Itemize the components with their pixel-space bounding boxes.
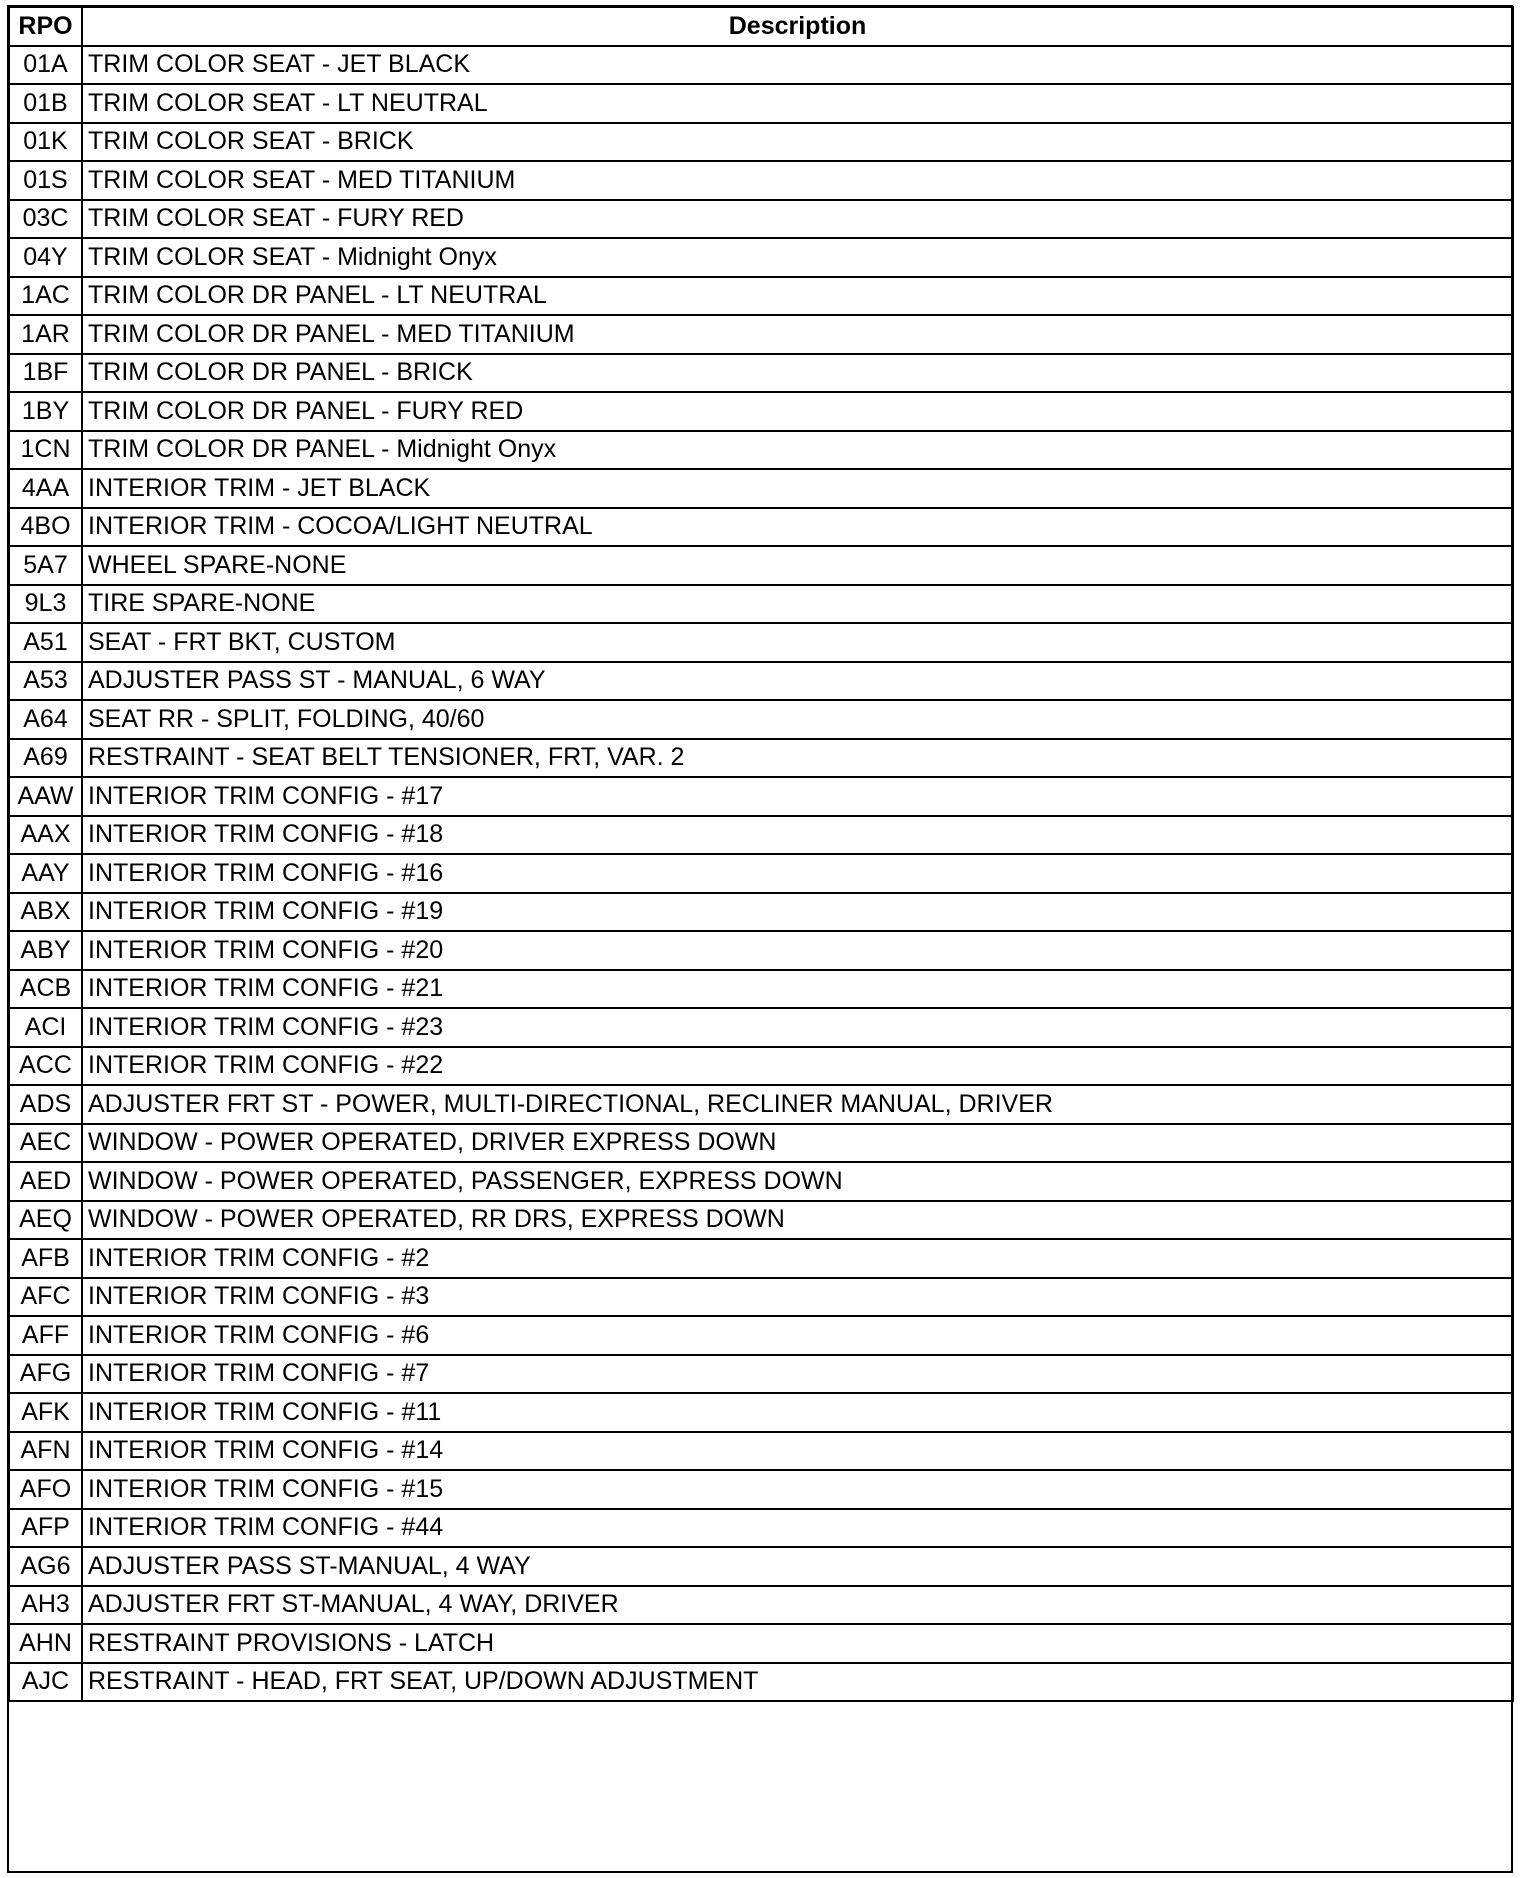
- description-cell: INTERIOR TRIM CONFIG - #44: [82, 1509, 1513, 1548]
- table-row: [9, 354, 1513, 393]
- rpo-code-cell: 01A: [9, 46, 82, 85]
- rpo-code-cell: 1AC: [9, 277, 82, 316]
- table-row: [9, 739, 1513, 778]
- rpo-code-cell: AJC: [9, 1663, 82, 1702]
- rpo-code-cell: A64: [9, 700, 82, 739]
- description-cell: INTERIOR TRIM CONFIG - #15: [82, 1470, 1513, 1509]
- rpo-code-cell: A69: [9, 739, 82, 778]
- table-header-row: [9, 7, 1513, 46]
- description-cell: TRIM COLOR DR PANEL - LT NEUTRAL: [82, 277, 1513, 316]
- table-row: [9, 662, 1513, 701]
- rpo-code-cell: AHN: [9, 1624, 82, 1663]
- rpo-code-cell: AEQ: [9, 1201, 82, 1240]
- table-row: [9, 1355, 1513, 1394]
- table-row: [9, 623, 1513, 662]
- table-row: [9, 1547, 1513, 1586]
- table-row: [9, 392, 1513, 431]
- table-row: [9, 1085, 1513, 1124]
- rpo-code-cell: 01S: [9, 161, 82, 200]
- table-row: [9, 1201, 1513, 1240]
- description-cell: INTERIOR TRIM CONFIG - #7: [82, 1355, 1513, 1394]
- description-cell: INTERIOR TRIM CONFIG - #20: [82, 931, 1513, 970]
- rpo-code-cell: AFF: [9, 1316, 82, 1355]
- description-cell: WHEEL SPARE-NONE: [82, 546, 1513, 585]
- rpo-code-cell: 9L3: [9, 585, 82, 624]
- table-row: [9, 431, 1513, 470]
- rpo-code-cell: A51: [9, 623, 82, 662]
- table-row: [9, 161, 1513, 200]
- rpo-code-cell: 01K: [9, 123, 82, 162]
- table-row: [9, 970, 1513, 1009]
- table-row: [9, 238, 1513, 277]
- table-row: [9, 1663, 1513, 1702]
- description-cell: TRIM COLOR SEAT - JET BLACK: [82, 46, 1513, 85]
- header-description: Description: [82, 7, 1513, 46]
- description-cell: ADJUSTER FRT ST - POWER, MULTI-DIRECTIONAL, RECLINER MANUAL, DRIVER: [82, 1085, 1513, 1124]
- rpo-code-cell: ACB: [9, 970, 82, 1009]
- table-row: [9, 1624, 1513, 1663]
- table-row: [9, 1239, 1513, 1278]
- rpo-code-cell: AED: [9, 1162, 82, 1201]
- table-row: [9, 1124, 1513, 1163]
- rpo-code-cell: 5A7: [9, 546, 82, 585]
- table-body: [9, 46, 1513, 1702]
- table-row: [9, 1162, 1513, 1201]
- description-cell: TRIM COLOR SEAT - MED TITANIUM: [82, 161, 1513, 200]
- description-cell: INTERIOR TRIM CONFIG - #3: [82, 1278, 1513, 1317]
- description-cell: TRIM COLOR SEAT - FURY RED: [82, 200, 1513, 239]
- table-row: [9, 700, 1513, 739]
- rpo-code-cell: ADS: [9, 1085, 82, 1124]
- rpo-code-cell: 04Y: [9, 238, 82, 277]
- rpo-code-cell: AFN: [9, 1432, 82, 1471]
- table-row: [9, 1509, 1513, 1548]
- description-cell: INTERIOR TRIM CONFIG - #17: [82, 777, 1513, 816]
- rpo-code-cell: ABX: [9, 893, 82, 932]
- description-cell: TRIM COLOR SEAT - BRICK: [82, 123, 1513, 162]
- description-cell: TIRE SPARE-NONE: [82, 585, 1513, 624]
- description-cell: SEAT RR - SPLIT, FOLDING, 40/60: [82, 700, 1513, 739]
- description-cell: INTERIOR TRIM CONFIG - #2: [82, 1239, 1513, 1278]
- description-cell: ADJUSTER PASS ST - MANUAL, 6 WAY: [82, 662, 1513, 701]
- header-rpo: RPO: [9, 7, 82, 46]
- rpo-code-cell: 1BF: [9, 354, 82, 393]
- rpo-code-cell: 4BO: [9, 508, 82, 547]
- table-row: [9, 1470, 1513, 1509]
- description-cell: ADJUSTER PASS ST-MANUAL, 4 WAY: [82, 1547, 1513, 1586]
- description-cell: TRIM COLOR DR PANEL - Midnight Onyx: [82, 431, 1513, 470]
- rpo-code-cell: ACC: [9, 1047, 82, 1086]
- rpo-code-cell: A53: [9, 662, 82, 701]
- table-row: [9, 1432, 1513, 1471]
- description-cell: INTERIOR TRIM CONFIG - #21: [82, 970, 1513, 1009]
- rpo-code-cell: AFO: [9, 1470, 82, 1509]
- description-cell: WINDOW - POWER OPERATED, DRIVER EXPRESS DOWN: [82, 1124, 1513, 1163]
- table-row: [9, 1278, 1513, 1317]
- description-cell: INTERIOR TRIM CONFIG - #6: [82, 1316, 1513, 1355]
- description-cell: RESTRAINT - SEAT BELT TENSIONER, FRT, VAR. 2: [82, 739, 1513, 778]
- table-row: [9, 1008, 1513, 1047]
- table-row: [9, 277, 1513, 316]
- rpo-code-cell: AFP: [9, 1509, 82, 1548]
- description-cell: INTERIOR TRIM CONFIG - #22: [82, 1047, 1513, 1086]
- table-row: [9, 1586, 1513, 1625]
- table-row: [9, 200, 1513, 239]
- rpo-code-cell: AH3: [9, 1586, 82, 1625]
- description-cell: TRIM COLOR SEAT - LT NEUTRAL: [82, 84, 1513, 123]
- rpo-code-cell: AAY: [9, 854, 82, 893]
- table-row: [9, 508, 1513, 547]
- description-cell: SEAT - FRT BKT, CUSTOM: [82, 623, 1513, 662]
- table-row: [9, 1393, 1513, 1432]
- table-row: [9, 46, 1513, 85]
- table-row: [9, 315, 1513, 354]
- description-cell: ADJUSTER FRT ST-MANUAL, 4 WAY, DRIVER: [82, 1586, 1513, 1625]
- table-row: [9, 585, 1513, 624]
- table-row: [9, 816, 1513, 855]
- description-cell: INTERIOR TRIM - COCOA/LIGHT NEUTRAL: [82, 508, 1513, 547]
- rpo-code-cell: 1BY: [9, 392, 82, 431]
- rpo-code-cell: 1CN: [9, 431, 82, 470]
- rpo-code-cell: 4AA: [9, 469, 82, 508]
- rpo-code-cell: ACI: [9, 1008, 82, 1047]
- description-cell: INTERIOR TRIM CONFIG - #23: [82, 1008, 1513, 1047]
- table-row: [9, 469, 1513, 508]
- rpo-code-cell: ABY: [9, 931, 82, 970]
- rpo-table: [8, 6, 1514, 1702]
- table-row: [9, 546, 1513, 585]
- description-cell: TRIM COLOR DR PANEL - BRICK: [82, 354, 1513, 393]
- table-row: [9, 854, 1513, 893]
- table-row: [9, 84, 1513, 123]
- description-cell: INTERIOR TRIM CONFIG - #11: [82, 1393, 1513, 1432]
- rpo-code-cell: AAW: [9, 777, 82, 816]
- description-cell: INTERIOR TRIM CONFIG - #14: [82, 1432, 1513, 1471]
- description-cell: TRIM COLOR SEAT - Midnight Onyx: [82, 238, 1513, 277]
- table-row: [9, 1316, 1513, 1355]
- rpo-code-cell: AFG: [9, 1355, 82, 1394]
- description-cell: WINDOW - POWER OPERATED, RR DRS, EXPRESS DOWN: [82, 1201, 1513, 1240]
- description-cell: INTERIOR TRIM - JET BLACK: [82, 469, 1513, 508]
- table-row: [9, 123, 1513, 162]
- description-cell: RESTRAINT PROVISIONS - LATCH: [82, 1624, 1513, 1663]
- rpo-code-cell: 1AR: [9, 315, 82, 354]
- rpo-code-cell: AG6: [9, 1547, 82, 1586]
- description-cell: INTERIOR TRIM CONFIG - #19: [82, 893, 1513, 932]
- description-cell: TRIM COLOR DR PANEL - FURY RED: [82, 392, 1513, 431]
- description-cell: RESTRAINT - HEAD, FRT SEAT, UP/DOWN ADJUSTMENT: [82, 1663, 1513, 1702]
- rpo-code-cell: AFC: [9, 1278, 82, 1317]
- rpo-code-cell: AFK: [9, 1393, 82, 1432]
- description-cell: INTERIOR TRIM CONFIG - #16: [82, 854, 1513, 893]
- table-row: [9, 893, 1513, 932]
- rpo-code-cell: AAX: [9, 816, 82, 855]
- table-row: [9, 931, 1513, 970]
- rpo-code-cell: 03C: [9, 200, 82, 239]
- table-row: [9, 1047, 1513, 1086]
- rpo-code-cell: 01B: [9, 84, 82, 123]
- rpo-code-cell: AEC: [9, 1124, 82, 1163]
- rpo-code-cell: AFB: [9, 1239, 82, 1278]
- description-cell: TRIM COLOR DR PANEL - MED TITANIUM: [82, 315, 1513, 354]
- description-cell: WINDOW - POWER OPERATED, PASSENGER, EXPRESS DOWN: [82, 1162, 1513, 1201]
- description-cell: INTERIOR TRIM CONFIG - #18: [82, 816, 1513, 855]
- table-row: [9, 777, 1513, 816]
